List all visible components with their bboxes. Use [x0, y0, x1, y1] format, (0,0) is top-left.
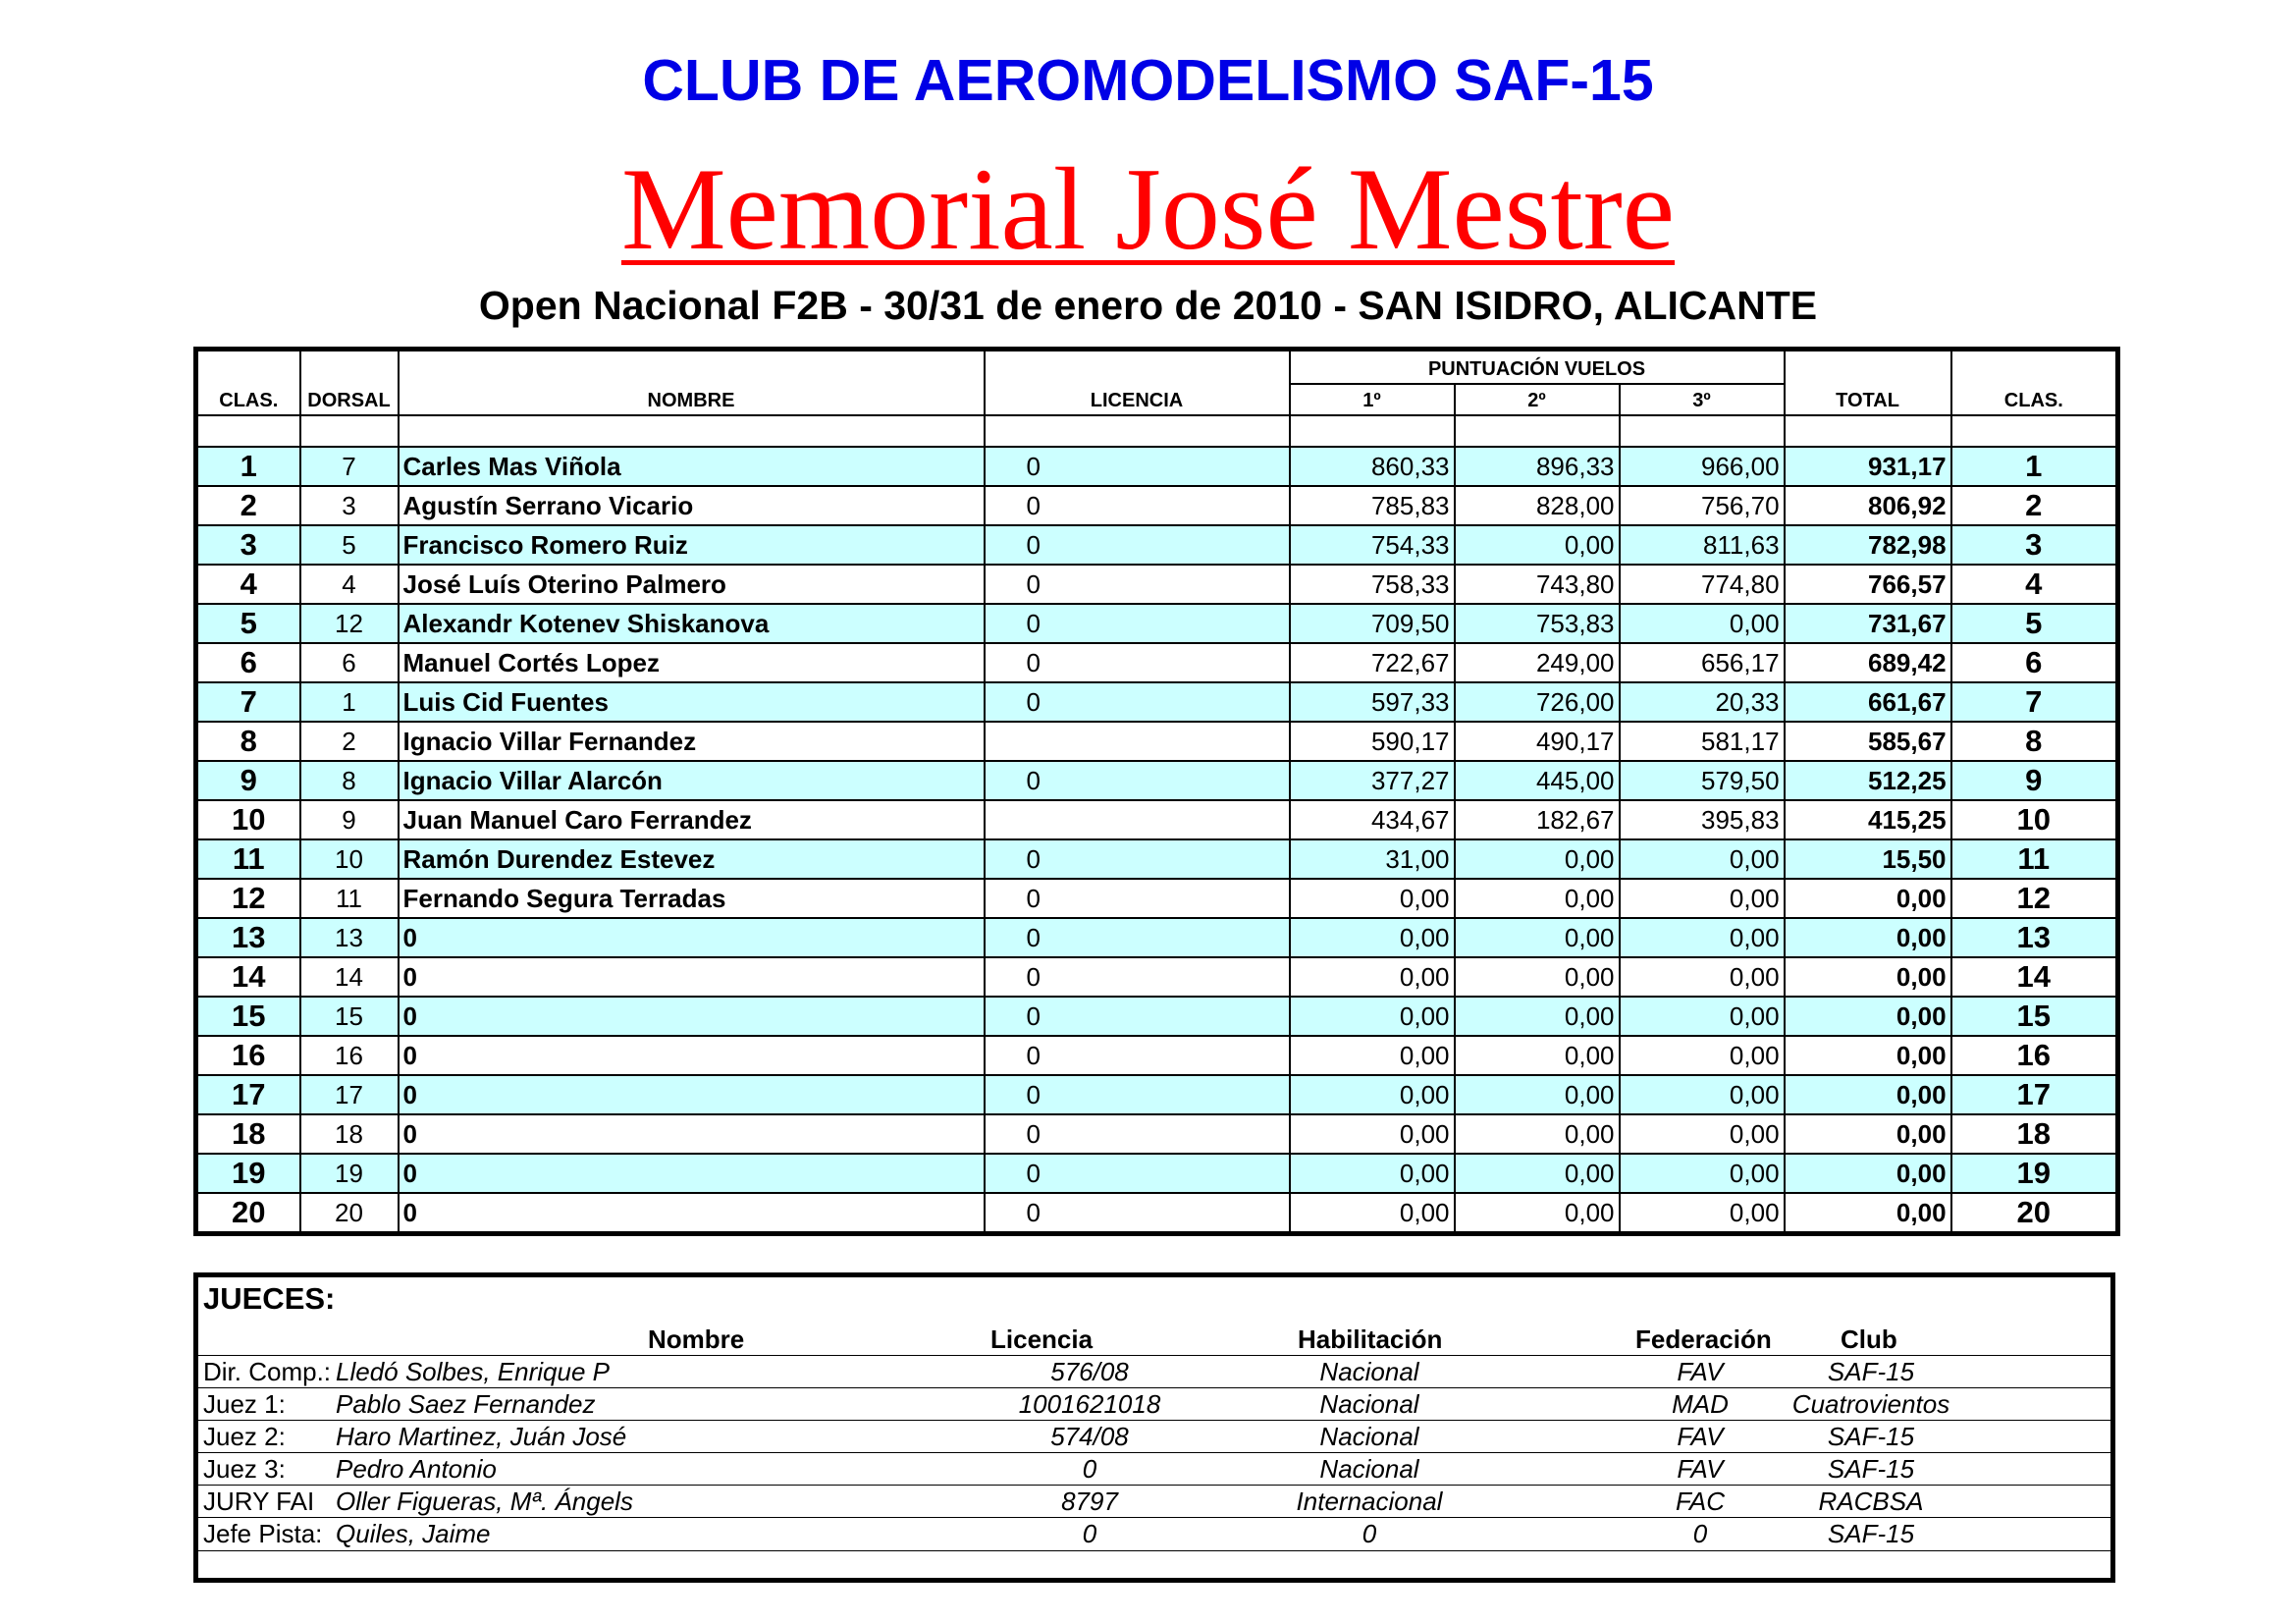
cell-vuelo-3: 811,63: [1620, 525, 1785, 565]
result-row: [196, 997, 2118, 1036]
cell-licencia: 0: [985, 604, 1290, 643]
result-row: [196, 682, 2118, 722]
result-row: [196, 525, 2118, 565]
cell-clas-right: 13: [1951, 918, 2118, 957]
judge-role: JURY FAI: [203, 1487, 315, 1516]
cell-vuelo-3: 656,17: [1620, 643, 1785, 682]
cell-licencia: 0: [985, 643, 1290, 682]
cell-vuelo-1: 0,00: [1290, 957, 1455, 997]
cell-clas-right: 19: [1951, 1154, 2118, 1193]
results-body: [196, 447, 2118, 1234]
judges-header-club: Club: [1841, 1325, 1897, 1354]
judge-row: [198, 1485, 2110, 1518]
cell-vuelo-1: 0,00: [1290, 879, 1455, 918]
cell-clas: 10: [196, 800, 300, 839]
cell-vuelo-1: 31,00: [1290, 839, 1455, 879]
cell-clas-right: 6: [1951, 643, 2118, 682]
cell-licencia: 0: [985, 486, 1290, 525]
cell-vuelo-2: 726,00: [1455, 682, 1620, 722]
cell-vuelo-3: 581,17: [1620, 722, 1785, 761]
judge-licencia: 8797: [1061, 1487, 1118, 1516]
cell-clas-right: 4: [1951, 565, 2118, 604]
cell-total: 0,00: [1785, 1193, 1951, 1234]
cell-vuelo-3: 0,00: [1620, 1193, 1785, 1234]
cell-clas: 2: [196, 486, 300, 525]
cell-vuelo-2: 0,00: [1455, 1075, 1620, 1114]
cell-vuelo-3: 0,00: [1620, 997, 1785, 1036]
header-vuelo-2: 2º: [1455, 384, 1620, 415]
judge-role: Dir. Comp.:: [203, 1357, 332, 1386]
cell-clas-right: 14: [1951, 957, 2118, 997]
cell-dorsal: 9: [300, 800, 399, 839]
judges-header-habilitacion: Habilitación: [1298, 1325, 1443, 1354]
cell-vuelo-3: 0,00: [1620, 918, 1785, 957]
cell-licencia: 0: [985, 1075, 1290, 1114]
cell-vuelo-1: 0,00: [1290, 1075, 1455, 1114]
cell-vuelo-1: 0,00: [1290, 1154, 1455, 1193]
header-vuelo-3: 3º: [1620, 384, 1785, 415]
cell-vuelo-2: 743,80: [1455, 565, 1620, 604]
cell-nombre: Luis Cid Fuentes: [399, 682, 985, 722]
cell-nombre: 0: [399, 1036, 985, 1075]
cell-nombre: Carles Mas Viñola: [399, 447, 985, 486]
cell-clas: 6: [196, 643, 300, 682]
cell-licencia: 0: [985, 839, 1290, 879]
cell-total: 766,57: [1785, 565, 1951, 604]
judge-row: [198, 1517, 2110, 1551]
cell-total: 731,67: [1785, 604, 1951, 643]
cell-vuelo-1: 722,67: [1290, 643, 1455, 682]
cell-nombre: Fernando Segura Terradas: [399, 879, 985, 918]
judge-role: Juez 1:: [203, 1389, 286, 1419]
cell-vuelo-1: 860,33: [1290, 447, 1455, 486]
judge-licencia: 0: [1082, 1519, 1097, 1548]
cell-licencia: [985, 800, 1290, 839]
cell-nombre: Alexandr Kotenev Shiskanova: [399, 604, 985, 643]
result-row: [196, 565, 2118, 604]
cell-vuelo-2: 490,17: [1455, 722, 1620, 761]
cell-licencia: 0: [985, 761, 1290, 800]
cell-licencia: 0: [985, 565, 1290, 604]
cell-licencia: 0: [985, 918, 1290, 957]
result-row: [196, 918, 2118, 957]
cell-vuelo-1: 434,67: [1290, 800, 1455, 839]
cell-vuelo-2: 0,00: [1455, 879, 1620, 918]
memorial-title-text: Memorial José Mestre: [620, 143, 1676, 274]
cell-vuelo-2: 753,83: [1455, 604, 1620, 643]
result-row: [196, 1154, 2118, 1193]
cell-total: 689,42: [1785, 643, 1951, 682]
judge-federacion: FAC: [1675, 1487, 1726, 1516]
cell-vuelo-2: 0,00: [1455, 957, 1620, 997]
cell-vuelo-1: 377,27: [1290, 761, 1455, 800]
header-nombre: NOMBRE: [399, 350, 985, 416]
header-total: TOTAL: [1785, 350, 1951, 416]
judge-club: SAF-15: [1827, 1519, 1915, 1548]
cell-nombre: 0: [399, 918, 985, 957]
cell-vuelo-1: 754,33: [1290, 525, 1455, 565]
judge-club: SAF-15: [1827, 1422, 1915, 1451]
judge-nombre: Lledó Solbes, Enrique P: [336, 1357, 610, 1386]
cell-total: 0,00: [1785, 997, 1951, 1036]
cell-clas-right: 2: [1951, 486, 2118, 525]
cell-dorsal: 15: [300, 997, 399, 1036]
cell-total: 15,50: [1785, 839, 1951, 879]
cell-clas-right: 5: [1951, 604, 2118, 643]
cell-licencia: 0: [985, 447, 1290, 486]
judge-role: Jefe Pista:: [203, 1519, 323, 1548]
cell-total: 931,17: [1785, 447, 1951, 486]
cell-total: 0,00: [1785, 879, 1951, 918]
cell-vuelo-2: 445,00: [1455, 761, 1620, 800]
cell-clas: 5: [196, 604, 300, 643]
cell-vuelo-1: 0,00: [1290, 997, 1455, 1036]
cell-vuelo-2: 0,00: [1455, 1193, 1620, 1234]
cell-nombre: José Luís Oterino Palmero: [399, 565, 985, 604]
cell-vuelo-1: 0,00: [1290, 1036, 1455, 1075]
cell-clas: 18: [196, 1114, 300, 1154]
results-table: [193, 347, 2120, 1236]
cell-licencia: 0: [985, 1154, 1290, 1193]
memorial-title: [0, 145, 2296, 273]
cell-dorsal: 8: [300, 761, 399, 800]
cell-vuelo-2: 0,00: [1455, 918, 1620, 957]
cell-clas: 16: [196, 1036, 300, 1075]
cell-clas: 9: [196, 761, 300, 800]
cell-dorsal: 3: [300, 486, 399, 525]
cell-vuelo-1: 597,33: [1290, 682, 1455, 722]
cell-dorsal: 2: [300, 722, 399, 761]
judge-habilitacion: Nacional: [1319, 1422, 1419, 1451]
cell-vuelo-3: 0,00: [1620, 1154, 1785, 1193]
cell-dorsal: 5: [300, 525, 399, 565]
cell-nombre: Ignacio Villar Alarcón: [399, 761, 985, 800]
judge-habilitacion: 0: [1362, 1519, 1377, 1548]
judge-habilitacion: Nacional: [1319, 1389, 1419, 1419]
cell-licencia: 0: [985, 997, 1290, 1036]
cell-nombre: Juan Manuel Caro Ferrandez: [399, 800, 985, 839]
result-row: [196, 643, 2118, 682]
result-row: [196, 604, 2118, 643]
cell-nombre: 0: [399, 1154, 985, 1193]
judge-nombre: Oller Figueras, Mª. Ángels: [336, 1487, 633, 1516]
cell-nombre: 0: [399, 1193, 985, 1234]
header-puntuacion: PUNTUACIÓN VUELOS: [1290, 350, 1785, 385]
judge-row: [198, 1355, 2110, 1388]
cell-licencia: 0: [985, 525, 1290, 565]
cell-clas-right: 8: [1951, 722, 2118, 761]
cell-clas: 20: [196, 1193, 300, 1234]
result-row: [196, 1114, 2118, 1154]
cell-clas: 4: [196, 565, 300, 604]
judge-nombre: Pablo Saez Fernandez: [336, 1389, 596, 1419]
cell-dorsal: 4: [300, 565, 399, 604]
cell-vuelo-3: 0,00: [1620, 1036, 1785, 1075]
cell-vuelo-1: 0,00: [1290, 1193, 1455, 1234]
cell-licencia: 0: [985, 1193, 1290, 1234]
cell-dorsal: 14: [300, 957, 399, 997]
judge-role: Juez 2:: [203, 1422, 286, 1451]
cell-vuelo-3: 756,70: [1620, 486, 1785, 525]
judge-federacion: FAV: [1677, 1422, 1724, 1451]
cell-licencia: [985, 722, 1290, 761]
judges-title: JUECES:: [203, 1281, 336, 1316]
header-clas-right: CLAS.: [1951, 350, 2118, 416]
judge-nombre: Pedro Antonio: [336, 1454, 497, 1484]
cell-clas: 7: [196, 682, 300, 722]
header-licencia: LICENCIA: [985, 350, 1290, 416]
cell-vuelo-2: 0,00: [1455, 1154, 1620, 1193]
cell-dorsal: 1: [300, 682, 399, 722]
judge-licencia: 576/08: [1050, 1357, 1129, 1386]
header-row: [196, 350, 2118, 385]
cell-vuelo-1: 590,17: [1290, 722, 1455, 761]
cell-nombre: 0: [399, 1114, 985, 1154]
result-row: [196, 839, 2118, 879]
result-row: [196, 447, 2118, 486]
cell-nombre: 0: [399, 1075, 985, 1114]
blank-row: [196, 415, 2118, 447]
cell-total: 0,00: [1785, 957, 1951, 997]
cell-clas-right: 7: [1951, 682, 2118, 722]
cell-vuelo-2: 0,00: [1455, 839, 1620, 879]
judge-federacion: FAV: [1677, 1454, 1724, 1484]
cell-clas: 14: [196, 957, 300, 997]
club-title: CLUB DE AEROMODELISMO SAF-15: [642, 48, 1654, 113]
judge-habilitacion: Nacional: [1319, 1454, 1419, 1484]
cell-clas-right: 15: [1951, 997, 2118, 1036]
cell-licencia: 0: [985, 1114, 1290, 1154]
cell-clas-right: 3: [1951, 525, 2118, 565]
result-row: [196, 957, 2118, 997]
cell-vuelo-2: 828,00: [1455, 486, 1620, 525]
cell-clas: 19: [196, 1154, 300, 1193]
judge-row: [198, 1452, 2110, 1486]
cell-dorsal: 16: [300, 1036, 399, 1075]
cell-vuelo-3: 0,00: [1620, 839, 1785, 879]
judge-habilitacion: Internacional: [1296, 1487, 1443, 1516]
result-row: [196, 879, 2118, 918]
cell-total: 0,00: [1785, 1114, 1951, 1154]
cell-vuelo-2: 0,00: [1455, 997, 1620, 1036]
cell-clas: 12: [196, 879, 300, 918]
judge-nombre: Quiles, Jaime: [336, 1519, 491, 1548]
cell-licencia: 0: [985, 957, 1290, 997]
cell-dorsal: 13: [300, 918, 399, 957]
result-row: [196, 1193, 2118, 1234]
cell-dorsal: 6: [300, 643, 399, 682]
cell-vuelo-3: 0,00: [1620, 1114, 1785, 1154]
cell-licencia: 0: [985, 879, 1290, 918]
judge-habilitacion: Nacional: [1319, 1357, 1419, 1386]
cell-total: 0,00: [1785, 918, 1951, 957]
cell-nombre: 0: [399, 957, 985, 997]
cell-clas: 11: [196, 839, 300, 879]
cell-clas: 1: [196, 447, 300, 486]
cell-vuelo-3: 0,00: [1620, 604, 1785, 643]
result-row: [196, 1036, 2118, 1075]
judge-role: Juez 3:: [203, 1454, 286, 1484]
cell-licencia: 0: [985, 1036, 1290, 1075]
cell-dorsal: 17: [300, 1075, 399, 1114]
cell-vuelo-3: 966,00: [1620, 447, 1785, 486]
judge-licencia: 574/08: [1050, 1422, 1129, 1451]
cell-vuelo-2: 249,00: [1455, 643, 1620, 682]
cell-clas-right: 9: [1951, 761, 2118, 800]
judges-header-federacion: Federación: [1635, 1325, 1772, 1354]
cell-vuelo-2: 182,67: [1455, 800, 1620, 839]
cell-total: 806,92: [1785, 486, 1951, 525]
cell-total: 0,00: [1785, 1154, 1951, 1193]
cell-vuelo-3: 579,50: [1620, 761, 1785, 800]
judge-federacion: MAD: [1672, 1389, 1729, 1419]
cell-clas-right: 16: [1951, 1036, 2118, 1075]
judge-row: [198, 1420, 2110, 1453]
cell-clas-right: 18: [1951, 1114, 2118, 1154]
cell-clas-right: 12: [1951, 879, 2118, 918]
cell-vuelo-1: 709,50: [1290, 604, 1455, 643]
cell-total: 782,98: [1785, 525, 1951, 565]
cell-total: 512,25: [1785, 761, 1951, 800]
header-dorsal: DORSAL: [300, 350, 399, 416]
cell-vuelo-2: 0,00: [1455, 1114, 1620, 1154]
judges-header-nombre: Nombre: [648, 1325, 745, 1354]
cell-clas-right: 1: [1951, 447, 2118, 486]
cell-nombre: Ramón Durendez Estevez: [399, 839, 985, 879]
cell-clas: 8: [196, 722, 300, 761]
judge-licencia: 1001621018: [1018, 1389, 1161, 1419]
cell-nombre: Francisco Romero Ruiz: [399, 525, 985, 565]
cell-dorsal: 19: [300, 1154, 399, 1193]
judges-panel: [193, 1272, 2115, 1583]
cell-dorsal: 18: [300, 1114, 399, 1154]
judge-club: RACBSA: [1818, 1487, 1924, 1516]
cell-vuelo-1: 758,33: [1290, 565, 1455, 604]
event-subtitle: Open Nacional F2B - 30/31 de enero de 2010 - SAN ISIDRO, ALICANTE: [478, 283, 1818, 328]
header-clas: CLAS.: [196, 350, 300, 416]
judge-nombre: Haro Martinez, Juán José: [336, 1422, 627, 1451]
cell-dorsal: 10: [300, 839, 399, 879]
cell-total: 415,25: [1785, 800, 1951, 839]
cell-nombre: Agustín Serrano Vicario: [399, 486, 985, 525]
judge-club: Cuatrovientos: [1791, 1389, 1950, 1419]
cell-clas-right: 11: [1951, 839, 2118, 879]
cell-clas-right: 17: [1951, 1075, 2118, 1114]
cell-nombre: 0: [399, 997, 985, 1036]
judge-federacion: 0: [1692, 1519, 1708, 1548]
judge-club: SAF-15: [1827, 1357, 1915, 1386]
cell-dorsal: 7: [300, 447, 399, 486]
cell-clas-right: 20: [1951, 1193, 2118, 1234]
result-row: [196, 1075, 2118, 1114]
cell-clas: 17: [196, 1075, 300, 1114]
judges-header-licencia: Licencia: [990, 1325, 1094, 1354]
cell-vuelo-3: 20,33: [1620, 682, 1785, 722]
cell-vuelo-1: 0,00: [1290, 1114, 1455, 1154]
cell-licencia: 0: [985, 682, 1290, 722]
cell-vuelo-3: 395,83: [1620, 800, 1785, 839]
cell-vuelo-1: 0,00: [1290, 918, 1455, 957]
cell-clas-right: 10: [1951, 800, 2118, 839]
result-row: [196, 761, 2118, 800]
cell-clas: 15: [196, 997, 300, 1036]
cell-total: 661,67: [1785, 682, 1951, 722]
cell-vuelo-2: 896,33: [1455, 447, 1620, 486]
cell-nombre: Ignacio Villar Fernandez: [399, 722, 985, 761]
cell-dorsal: 20: [300, 1193, 399, 1234]
cell-vuelo-3: 0,00: [1620, 957, 1785, 997]
cell-vuelo-3: 0,00: [1620, 1075, 1785, 1114]
judge-row: [198, 1387, 2110, 1421]
cell-clas: 13: [196, 918, 300, 957]
cell-clas: 3: [196, 525, 300, 565]
cell-nombre: Manuel Cortés Lopez: [399, 643, 985, 682]
cell-vuelo-2: 0,00: [1455, 525, 1620, 565]
cell-vuelo-3: 774,80: [1620, 565, 1785, 604]
result-row: [196, 800, 2118, 839]
result-row: [196, 722, 2118, 761]
cell-vuelo-1: 785,83: [1290, 486, 1455, 525]
cell-total: 0,00: [1785, 1075, 1951, 1114]
header-vuelo-1: 1º: [1290, 384, 1455, 415]
result-row: [196, 486, 2118, 525]
judge-licencia: 0: [1082, 1454, 1097, 1484]
cell-total: 585,67: [1785, 722, 1951, 761]
cell-vuelo-2: 0,00: [1455, 1036, 1620, 1075]
cell-vuelo-3: 0,00: [1620, 879, 1785, 918]
cell-dorsal: 11: [300, 879, 399, 918]
cell-total: 0,00: [1785, 1036, 1951, 1075]
judge-club: SAF-15: [1827, 1454, 1915, 1484]
judge-federacion: FAV: [1677, 1357, 1724, 1386]
cell-dorsal: 12: [300, 604, 399, 643]
